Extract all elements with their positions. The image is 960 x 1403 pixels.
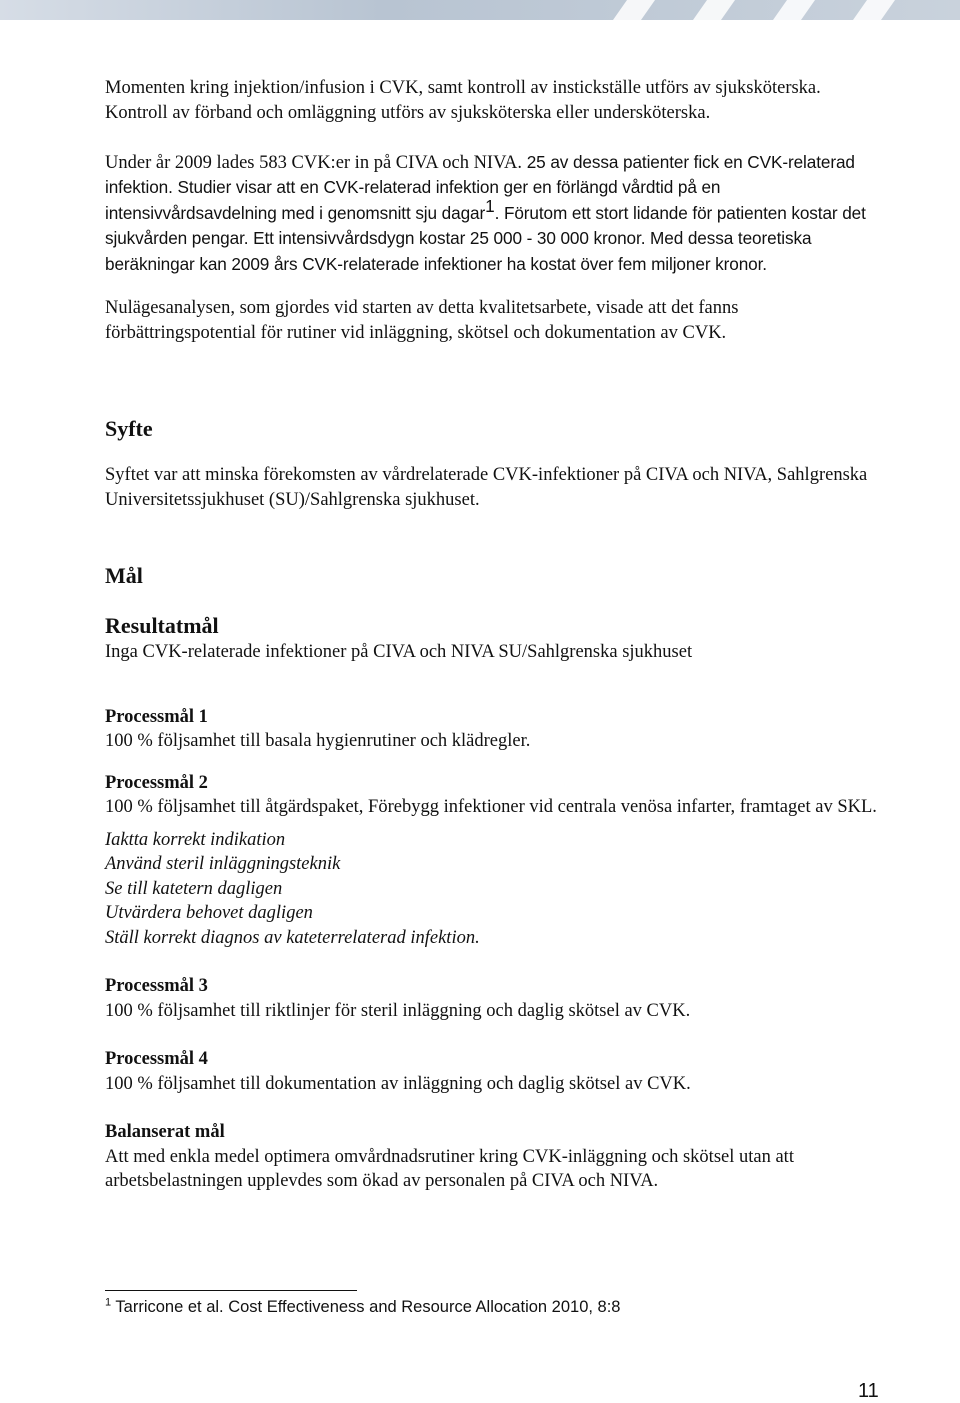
paragraph-analysis: Nulägesanalysen, som gjordes vid starten av detta kvalitetsarbete, visade att det fanns förbättringspotential för rutiner vid inläggning, skötsel och dokumentation av CVK. xyxy=(105,298,739,343)
paragraph-statistics-b: 25 av dessa patienter fick en CVK-relaterad infektion. Studier visar att en CVK-relaterad infektion ger en förlängd vårdtid på en intensivvårdsavdelning med i genomsnitt sju dagar xyxy=(105,151,855,223)
list-item: Ställ korrekt diagnos av kateterrelaterad infektion. xyxy=(105,927,480,948)
heading-syfte: Syfte xyxy=(105,416,153,441)
balanserat-mal-text: Att med enkla medel optimera omvårdnadsrutiner kring CVK-inläggning och skötsel utan att arbetsbelastningen upplevdes som ökad av personalen på CIVA och NIVA. xyxy=(105,1146,794,1191)
list-item: Iaktta korrekt indikation xyxy=(105,829,286,850)
heading-processmal-3: Processmål 3 xyxy=(105,976,208,996)
header-stripe xyxy=(853,0,895,20)
footnote-number: 1 xyxy=(105,1296,112,1309)
header-stripe xyxy=(773,0,815,20)
processmal-2-text: 100 % följsamhet till åtgärdspaket, Förebygg infektioner vid centrala venösa infarter, framtaget av SKL. xyxy=(105,797,877,817)
resultatmal-text: Inga CVK-relaterade infektioner på CIVA och NIVA SU/Sahlgrenska sjukhuset xyxy=(105,642,693,662)
list-item: Använd steril inläggningsteknik xyxy=(105,854,341,874)
page-body xyxy=(105,76,880,1194)
header-decoration-bar xyxy=(0,0,960,20)
header-stripe xyxy=(613,0,655,20)
list-item: Utvärdera behovet dagligen xyxy=(105,903,313,923)
heading-processmal-2: Processmål 2 xyxy=(105,772,208,793)
heading-mal: Mål xyxy=(105,563,143,588)
footnote-separator xyxy=(105,1290,357,1291)
footnote xyxy=(105,1296,885,1318)
header-stripe xyxy=(693,0,735,20)
processmal-4-text: 100 % följsamhet till dokumentation av inläggning och daglig skötsel av CVK. xyxy=(105,1073,691,1094)
heading-processmal-1: Processmål 1 xyxy=(105,706,208,727)
processmal-2-list xyxy=(105,828,880,951)
paragraph-statistics-c: . Förutom ett stort lidande för patienten kostar det sjukvården pengar. Ett intensivvårdsdygn kostar 25 000 - 30 000 kronor. Med dessa teoretiska beräkningar kan 2009 års CVK-relaterade infektioner ha kostat över fem miljoner kronor. xyxy=(105,202,866,274)
heading-resultatmal: Resultatmål xyxy=(105,613,219,638)
processmal-1-text: 100 % följsamhet till basala hygienrutiner och klädregler. xyxy=(105,731,531,751)
list-item: Se till katetern dagligen xyxy=(105,878,283,899)
footnote-text: Tarricone et al. Cost Effectiveness and Resource Allocation 2010, 8:8 xyxy=(111,1298,621,1316)
processmal-3-text: 100 % följsamhet till riktlinjer för steril inläggning och daglig skötsel av CVK. xyxy=(105,1000,691,1021)
paragraph-statistics-a: Under år 2009 lades 583 CVK:er in på CIVA och NIVA. xyxy=(105,152,523,173)
paragraph-statistics xyxy=(105,150,880,278)
heading-balanserat-mal: Balanserat mål xyxy=(105,1122,225,1142)
paragraph-intro: Momenten kring injektion/infusion i CVK, samt kontroll av instickställe utförs av sjuksköterska. Kontroll av förband och omläggning utförs av sjuksköterska eller undersköterska. xyxy=(105,78,821,123)
heading-processmal-4: Processmål 4 xyxy=(105,1049,208,1069)
footnote-reference[interactable]: 1 xyxy=(485,195,495,216)
syfte-text: Syftet var att minska förekomsten av vårdrelaterade CVK-infektioner på CIVA och NIVA, Sahlgrenska Universitetssjukhuset (SU)/Sahlgrenska sjukhuset. xyxy=(105,465,868,510)
page-number: 11 xyxy=(858,1380,879,1402)
